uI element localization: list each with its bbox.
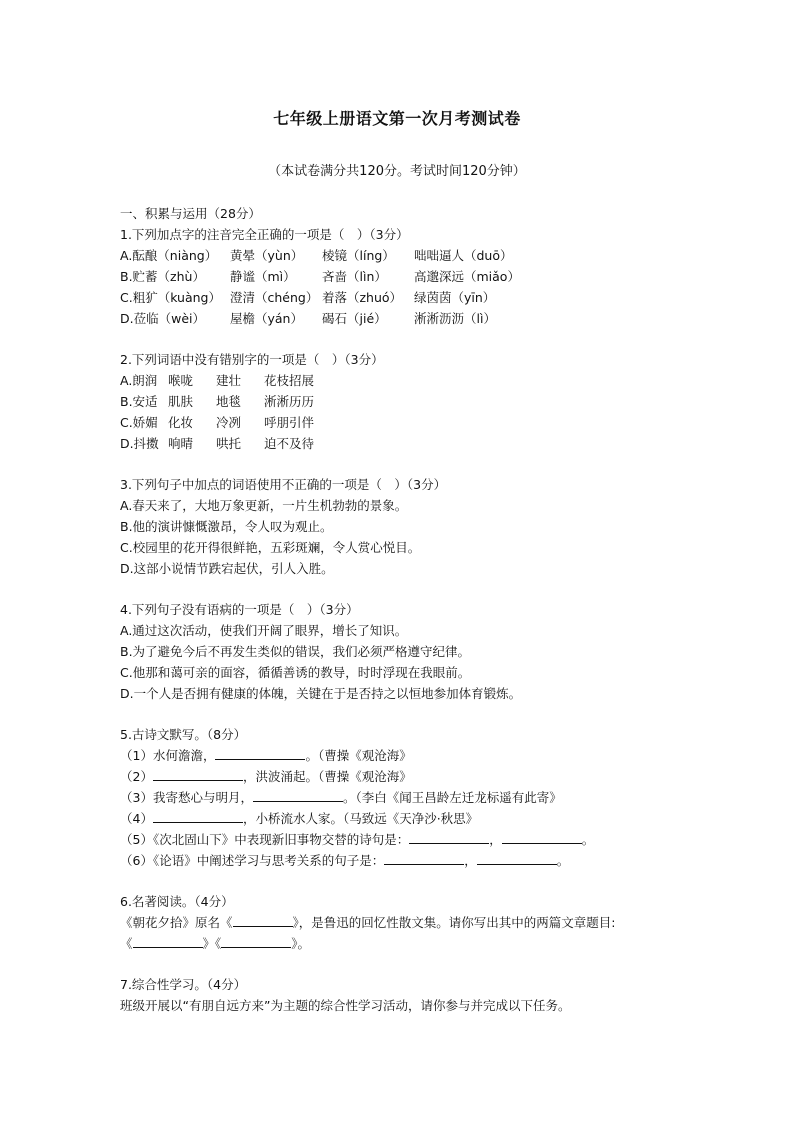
question-4-option-d: D.一个人是否拥有健康的体魄，关键在于是否持之以恒地参加体育锻炼。 — [120, 686, 522, 701]
book-text: 《朝花夕拾》原名《 — [120, 915, 233, 930]
answer-blank[interactable] — [502, 829, 582, 844]
option-word: 化妆 — [168, 415, 194, 430]
book-text: 》，是鲁迅的回忆性散文集。请你写出其中的两篇文章题目: — [292, 915, 616, 930]
question-5-stem: 5.古诗文默写。（8分） — [120, 727, 247, 742]
option-word: 建壮 — [216, 373, 242, 388]
poem-text: （4） — [120, 811, 153, 826]
question-4-option-c: C.他那和蔼可亲的面容，循循善诱的教导，时时浮现在我眼前。 — [120, 665, 471, 680]
question-2-option-b — [120, 391, 680, 412]
answer-blank[interactable] — [409, 829, 489, 844]
question-1-option-a — [120, 245, 680, 266]
answer-blank[interactable] — [253, 787, 343, 802]
question-4-option-b: B.为了避免今后不再发生类似的错误，我们必须严格遵守纪律。 — [120, 644, 471, 659]
question-1-option-b — [120, 266, 680, 287]
book-text: 》。 — [291, 936, 311, 951]
answer-blank[interactable] — [221, 933, 291, 948]
poem-text: （6）《论语》中阐述学习与思考关系的句子是： — [120, 853, 385, 868]
option-word: 淅淅历历 — [264, 394, 315, 409]
option-word: 黄晕（yùn） — [230, 248, 304, 263]
question-3-stem: 3.下列句子中加点的词语使用不正确的一项是（ ）（3分） — [120, 477, 447, 492]
question-4-stem: 4.下列句子没有语病的一项是（ ）（3分） — [120, 602, 359, 617]
question-2-option-a — [120, 370, 680, 391]
question-6-line-1 — [120, 912, 680, 933]
answer-blank[interactable] — [153, 766, 243, 781]
question-2-stem: 2.下列词语中没有错别字的一项是（ ）（3分） — [120, 352, 384, 367]
option-word: 着落（zhuó） — [322, 290, 403, 305]
poem-text: （3）我寄愁心与明月， — [120, 790, 253, 805]
option-word: 咄咄逼人（duō） — [414, 248, 513, 263]
question-6-line-2 — [120, 933, 680, 954]
poem-line-1 — [120, 745, 680, 766]
answer-blank[interactable] — [233, 912, 293, 927]
question-2-option-d — [120, 433, 680, 454]
question-1-stem: 1.下列加点字的注音完全正确的一项是（ ）（3分） — [120, 227, 409, 242]
poem-text: （1）水何澹澹， — [120, 748, 216, 763]
page-title: 七年级上册语文第一次月考测试卷 — [273, 109, 521, 128]
option-word: B.安适 — [120, 394, 158, 409]
poem-text: 。（李白《闻王昌龄左迁龙标遥有此寄》 — [342, 790, 562, 805]
option-word: C.娇媚 — [120, 415, 158, 430]
answer-blank[interactable] — [153, 808, 243, 823]
question-2-option-c — [120, 412, 680, 433]
option-word: 静谧（mì） — [230, 269, 296, 284]
poem-text: ， — [489, 832, 502, 847]
question-3-option-d: D.这部小说情节跌宕起伏，引人入胜。 — [120, 561, 334, 576]
question-3-option-c: C.校园里的花开得很鲜艳，五彩斑斓，令人赏心悦目。 — [120, 540, 421, 555]
question-3-option-b: B.他的演讲慷慨激昂，令人叹为观止。 — [120, 519, 333, 534]
question-1-option-c — [120, 287, 680, 308]
book-text: 《 — [120, 936, 133, 951]
option-word: C.粗犷（kuàng） — [120, 290, 221, 305]
option-word: 呼朋引伴 — [264, 415, 315, 430]
option-word: 地毯 — [216, 394, 242, 409]
option-word: 响晴 — [168, 436, 194, 451]
question-4-option-a: A.通过这次活动，使我们开阔了眼界，增长了知识。 — [120, 623, 408, 638]
option-word: A.酝酿（niàng） — [120, 248, 218, 263]
poem-text: 。 — [556, 853, 570, 868]
page-subtitle: （本试卷满分共120分。考试时间120分钟） — [268, 164, 526, 179]
option-word: 哄托 — [216, 436, 242, 451]
option-word: B.贮蓄（zhù） — [120, 269, 205, 284]
option-word: 肌肤 — [168, 394, 194, 409]
option-word: 花枝招展 — [264, 373, 315, 388]
poem-text: ， — [464, 853, 477, 868]
book-text: 》《 — [202, 936, 222, 951]
poem-text: （5）《次北固山下》中表现新旧事物交替的诗句是： — [120, 832, 410, 847]
option-word: 屋檐（yán） — [230, 311, 303, 326]
question-1-option-d — [120, 308, 680, 329]
answer-blank[interactable] — [384, 850, 464, 865]
answer-blank[interactable] — [477, 850, 557, 865]
question-7-body: 班级开展以“有朋自远方来”为主题的综合性学习活动，请你参与并完成以下任务。 — [120, 998, 571, 1013]
poem-text: 。 — [581, 832, 595, 847]
option-word: 高邈深远（miǎo） — [414, 269, 520, 284]
poem-text: 。（曹操《观沧海》 — [305, 748, 412, 763]
poem-line-5 — [120, 829, 680, 850]
option-word: D.抖擞 — [120, 436, 159, 451]
question-6-stem: 6.名著阅读。（4分） — [120, 894, 234, 909]
option-word: 棱镜（líng） — [322, 248, 395, 263]
exam-content — [120, 203, 680, 1016]
question-7-stem: 7.综合性学习。（4分） — [120, 977, 247, 992]
option-word: 淅淅沥沥（lì） — [414, 311, 496, 326]
option-word: 冷冽 — [216, 415, 242, 430]
option-word: 绿茵茵（yīn） — [414, 290, 496, 305]
poem-text: ，洪波涌起。（曹操《观沧海》 — [242, 769, 412, 784]
poem-line-3 — [120, 787, 680, 808]
option-word: 澄清（chéng） — [230, 290, 319, 305]
section-heading: 一、积累与运用（28分） — [120, 206, 261, 221]
option-word: 迫不及待 — [264, 436, 315, 451]
answer-blank[interactable] — [133, 933, 203, 948]
option-word: 吝啬（lìn） — [322, 269, 387, 284]
poem-text: ，小桥流水人家。（马致远《天净沙·秋思》 — [242, 811, 479, 826]
poem-line-6 — [120, 850, 680, 871]
option-word: 喉咙 — [168, 373, 194, 388]
poem-line-2 — [120, 766, 680, 787]
poem-line-4 — [120, 808, 680, 829]
option-word: A.朗润 — [120, 373, 158, 388]
option-word: 碣石（jié） — [322, 311, 387, 326]
question-3-option-a: A.春天来了，大地万象更新，一片生机勃勃的景象。 — [120, 498, 408, 513]
answer-blank[interactable] — [215, 745, 305, 760]
option-word: D.莅临（wèi） — [120, 311, 205, 326]
poem-text: （2） — [120, 769, 153, 784]
